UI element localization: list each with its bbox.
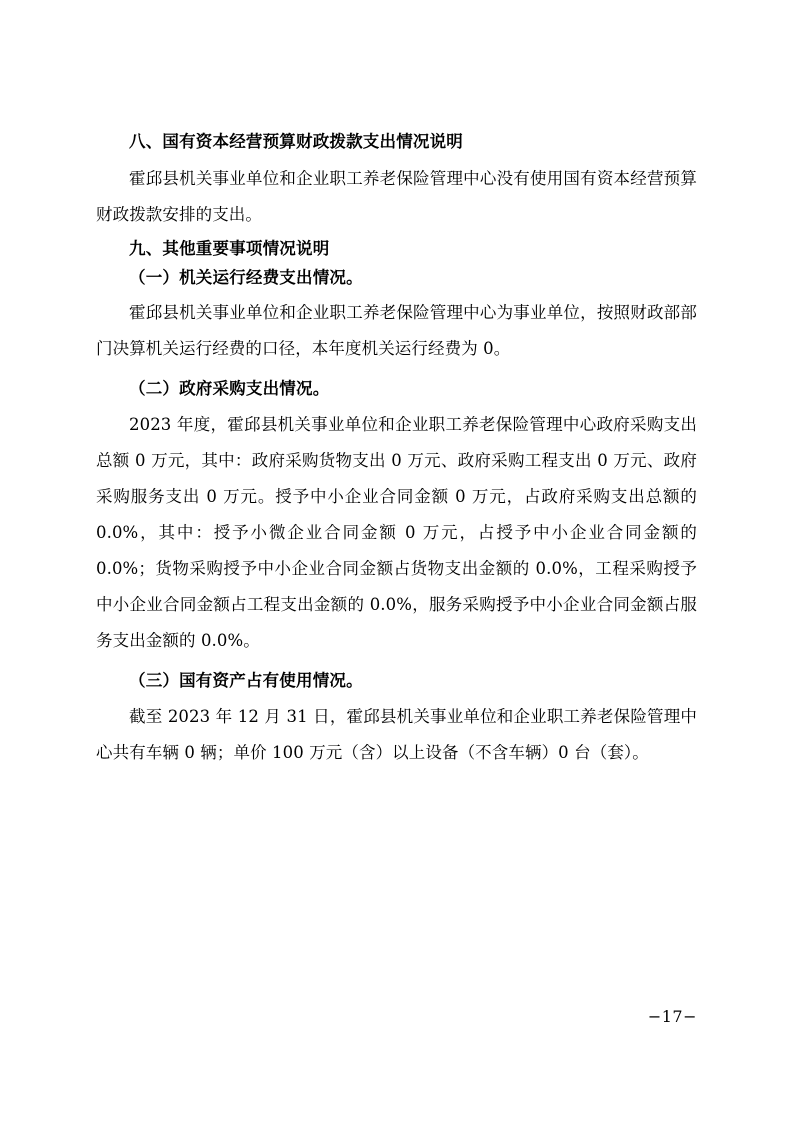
- section-eight-paragraph: 霍邱县机关事业单位和企业职工养老保险管理中心没有使用国有资本经营预算财政拨款安排的支出。: [96, 168, 697, 224]
- subsection-one-paragraph: 霍邱县机关事业单位和企业职工养老保险管理中心为事业单位，按照财政部部门决算机关运行经费的口径，本年度机关运行经费为 0。: [96, 303, 697, 359]
- subsection-heading-three: （三）国有资产占有使用情况。: [129, 671, 363, 691]
- subsection-two-paragraph: 2023 年度，霍邱县机关事业单位和企业职工养老保险管理中心政府采购支出总额 0 万元，其中：政府采购货物支出 0 万元、政府采购工程支出 0 万元、政府采购服务支出 0 万元。授予中小企业合同金额 0 万元，占政府采购支出总额的 0.0%，其中：授予小微企业合同金额 0 万元，占授予中小企业合同金额的 0.0%；货物采购授予中小企业合同金额占货物支出金额的 0.0%，工程采购授予中小企业合同金额占工程支出金额的 0.0%，服务采购授予中小企业合同金额占服务支出金额的 0.0%。: [96, 415, 697, 651]
- section-heading-eight: 八、国有资本经营预算财政拨款支出情况说明: [129, 132, 463, 151]
- document-content: [96, 132, 697, 771]
- subsection-three-paragraph: 截至 2023 年 12 月 31 日，霍邱县机关事业单位和企业职工养老保险管理中心共有车辆 0 辆；单价 100 万元（含）以上设备（不含车辆）0 台（套）。: [96, 706, 697, 762]
- subsection-heading-one: （一）机关运行经费支出情况。: [129, 267, 363, 287]
- section-heading-nine: 九、其他重要事项情况说明: [129, 238, 330, 258]
- page-number: −17−: [647, 1007, 697, 1026]
- subsection-heading-two: （二）政府采购支出情况。: [129, 379, 330, 399]
